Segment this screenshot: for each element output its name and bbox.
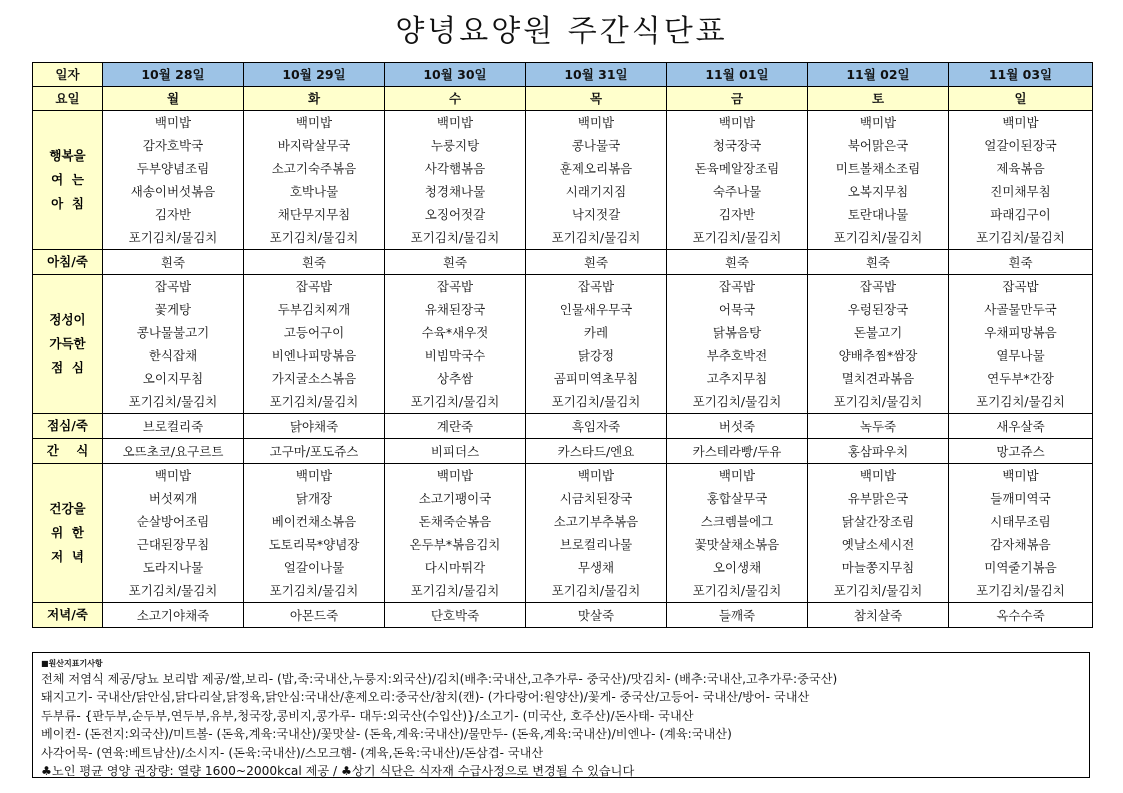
menu-item: 닭볶음탕 <box>667 321 808 344</box>
menu-item: 다시마튀각 <box>385 556 526 579</box>
menu-item: 어묵국 <box>667 298 808 321</box>
menu-item: 오징어젓갈 <box>385 203 526 226</box>
menu-item: 포기김치/물김치 <box>949 390 1093 414</box>
menu-item: 브로컬리죽 <box>103 414 244 439</box>
menu-item: 유부맑은국 <box>808 487 949 510</box>
date-cell: 10월 29일 <box>244 63 385 87</box>
menu-item: 비엔나피망볶음 <box>244 344 385 367</box>
menu-item: 계란죽 <box>385 414 526 439</box>
meal-label-text: 아침/죽 <box>47 254 88 269</box>
menu-item: 낙지젓갈 <box>526 203 667 226</box>
menu-item: 청경채나물 <box>385 180 526 203</box>
menu-item: 바지락살무국 <box>244 134 385 157</box>
day-cell: 금 <box>667 87 808 111</box>
menu-row <box>33 390 1093 414</box>
date-cell: 11월 03일 <box>949 63 1093 87</box>
menu-item: 열무나물 <box>949 344 1093 367</box>
menu-item: 포기김치/물김치 <box>385 226 526 250</box>
menu-item: 스크렘블에그 <box>667 510 808 533</box>
menu-item: 옥수수죽 <box>949 603 1093 628</box>
menu-item: 흰죽 <box>667 250 808 275</box>
menu-item: 부추호박전 <box>667 344 808 367</box>
menu-item: 얼갈이된장국 <box>949 134 1093 157</box>
menu-item: 채단무지무침 <box>244 203 385 226</box>
menu-item: 흰죽 <box>103 250 244 275</box>
menu-item: 들깨미역국 <box>949 487 1093 510</box>
menu-item: 시금치된장국 <box>526 487 667 510</box>
menu-item: 흑임자죽 <box>526 414 667 439</box>
menu-item: 백미밥 <box>244 464 385 488</box>
note-line: ♣노인 평균 영양 권장량: 열량 1600~2000kcal 제공 / ♣상기 식단은 식자재 수급사정으로 변경될 수 있습니다 <box>41 764 635 779</box>
menu-item: 순살방어조림 <box>103 510 244 533</box>
menu-item: 콩나물불고기 <box>103 321 244 344</box>
menu-item: 파래김구이 <box>949 203 1093 226</box>
date-cell: 11월 01일 <box>667 63 808 87</box>
menu-item: 포기김치/물김치 <box>526 390 667 414</box>
menu-item: 잡곡밥 <box>526 275 667 299</box>
menu-item: 아몬드죽 <box>244 603 385 628</box>
menu-item: 베이컨채소볶음 <box>244 510 385 533</box>
date-label: 일자 <box>33 63 103 87</box>
menu-item: 백미밥 <box>808 464 949 488</box>
menu-item: 백미밥 <box>103 464 244 488</box>
menu-item: 호박나물 <box>244 180 385 203</box>
menu-item: 곰피미역초무침 <box>526 367 667 390</box>
menu-item: 홍합살무국 <box>667 487 808 510</box>
date-cell: 10월 28일 <box>103 63 244 87</box>
menu-item: 포기김치/물김치 <box>949 226 1093 250</box>
menu-row <box>33 464 1093 488</box>
menu-item: 흰죽 <box>526 250 667 275</box>
menu-item: 감자호박국 <box>103 134 244 157</box>
menu-item: 망고쥬스 <box>949 439 1093 464</box>
menu-item: 고구마/포도쥬스 <box>244 439 385 464</box>
meal-label <box>33 414 103 439</box>
menu-row <box>33 510 1093 533</box>
menu-item: 진미채무침 <box>949 180 1093 203</box>
meal-label <box>33 603 103 628</box>
menu-item: 포기김치/물김치 <box>244 226 385 250</box>
menu-item: 근대된장무침 <box>103 533 244 556</box>
menu-item: 단호박죽 <box>385 603 526 628</box>
menu-item: 녹두죽 <box>808 414 949 439</box>
menu-item: 꽃맛살채소볶음 <box>667 533 808 556</box>
note-line: 베이컨- (돈전지:외국산)/미트볼- (돈육,계육:국내산)/꽃맛살- (돈육,계육:국내산)/물만두- (돈육,계육:국내산)/비엔나- (계육:국내산) <box>41 727 732 742</box>
menu-item: 포기김치/물김치 <box>667 390 808 414</box>
menu-row <box>33 111 1093 135</box>
notes-header: ■원산지표기사항 <box>41 659 103 668</box>
weekly-menu-table <box>32 62 1093 628</box>
menu-row <box>33 579 1093 603</box>
menu-item: 가지굴소스볶음 <box>244 367 385 390</box>
day-cell: 월 <box>103 87 244 111</box>
menu-item: 감자채볶음 <box>949 533 1093 556</box>
menu-item: 포기김치/물김치 <box>808 390 949 414</box>
menu-item: 닭강정 <box>526 344 667 367</box>
menu-item: 포기김치/물김치 <box>103 226 244 250</box>
day-cell: 토 <box>808 87 949 111</box>
menu-item: 숙주나물 <box>667 180 808 203</box>
menu-row <box>33 134 1093 157</box>
menu-item: 소고기부추볶음 <box>526 510 667 533</box>
menu-row <box>33 157 1093 180</box>
menu-row <box>33 180 1093 203</box>
meal-label-text: 건강을 위 한 저 녁 <box>49 501 86 564</box>
menu-item: 연두부*간장 <box>949 367 1093 390</box>
menu-item: 백미밥 <box>667 464 808 488</box>
day-cell: 일 <box>949 87 1093 111</box>
day-label: 요일 <box>33 87 103 111</box>
menu-item: 백미밥 <box>385 464 526 488</box>
menu-item: 흰죽 <box>244 250 385 275</box>
menu-item: 새송이버섯볶음 <box>103 180 244 203</box>
day-row <box>33 87 1093 111</box>
menu-item: 포기김치/물김치 <box>103 579 244 603</box>
menu-item: 제육볶음 <box>949 157 1093 180</box>
menu-item: 카스테라빵/두유 <box>667 439 808 464</box>
menu-item: 오이생채 <box>667 556 808 579</box>
menu-item: 오복지무침 <box>808 180 949 203</box>
date-cell: 10월 30일 <box>385 63 526 87</box>
menu-item: 고추지무침 <box>667 367 808 390</box>
menu-item: 얼갈이나물 <box>244 556 385 579</box>
menu-item: 양배추찜*쌈장 <box>808 344 949 367</box>
menu-item: 백미밥 <box>949 111 1093 135</box>
menu-item: 시래기지짐 <box>526 180 667 203</box>
menu-item: 청국장국 <box>667 134 808 157</box>
menu-row <box>33 556 1093 579</box>
menu-item: 백미밥 <box>526 111 667 135</box>
menu-item: 맛살죽 <box>526 603 667 628</box>
menu-row <box>33 533 1093 556</box>
meal-label-text: 간 식 <box>46 443 89 458</box>
menu-row-single <box>33 603 1093 628</box>
menu-item: 두부김치찌개 <box>244 298 385 321</box>
menu-item: 비빔막국수 <box>385 344 526 367</box>
menu-item: 상추쌈 <box>385 367 526 390</box>
menu-item: 무생채 <box>526 556 667 579</box>
menu-row <box>33 487 1093 510</box>
menu-item: 두부양념조림 <box>103 157 244 180</box>
menu-row-single <box>33 414 1093 439</box>
menu-item: 한식잡채 <box>103 344 244 367</box>
day-cell: 화 <box>244 87 385 111</box>
menu-item: 포기김치/물김치 <box>526 579 667 603</box>
menu-item: 소고기팽이국 <box>385 487 526 510</box>
menu-item: 새우살죽 <box>949 414 1093 439</box>
menu-item: 우채피망볶음 <box>949 321 1093 344</box>
menu-item: 포기김치/물김치 <box>949 579 1093 603</box>
menu-item: 마늘쫑지무침 <box>808 556 949 579</box>
menu-item: 닭살간장조림 <box>808 510 949 533</box>
day-cell: 수 <box>385 87 526 111</box>
menu-item: 백미밥 <box>385 111 526 135</box>
meal-label <box>33 111 103 250</box>
menu-item: 잡곡밥 <box>385 275 526 299</box>
menu-item: 백미밥 <box>808 111 949 135</box>
menu-item: 도라지나물 <box>103 556 244 579</box>
menu-row <box>33 203 1093 226</box>
menu-item: 온두부*볶음김치 <box>385 533 526 556</box>
meal-label-text: 저녁/죽 <box>47 607 88 622</box>
note-line: 전체 저염식 제공/당뇨 보리밥 제공/쌀,보리- (밥,죽:국내산,누룽지:외국산)/김치(배추:국내산,고추가루- 중국산)/맛김치- (배추:국내산,고추가루:중국산) <box>41 672 838 686</box>
menu-item: 홍삼파우치 <box>808 439 949 464</box>
menu-item: 포기김치/물김치 <box>244 579 385 603</box>
menu-item: 우렁된장국 <box>808 298 949 321</box>
menu-item: 북어맑은국 <box>808 134 949 157</box>
menu-body <box>33 111 1093 628</box>
meal-label-text: 행복을 여 는 아 침 <box>49 148 86 211</box>
page-title: 양녕요양원 주간식단표 <box>395 14 728 49</box>
menu-item: 카스타드/엔요 <box>526 439 667 464</box>
menu-item: 닭야채죽 <box>244 414 385 439</box>
meal-label-text: 점심/죽 <box>47 418 88 433</box>
date-row <box>33 63 1093 87</box>
menu-item: 버섯죽 <box>667 414 808 439</box>
meal-label <box>33 464 103 603</box>
menu-item: 잡곡밥 <box>949 275 1093 299</box>
date-cell: 10월 31일 <box>526 63 667 87</box>
menu-item: 돈불고기 <box>808 321 949 344</box>
meal-label-text: 정성이 가득한 점 심 <box>49 312 86 375</box>
menu-item: 훈제오리볶음 <box>526 157 667 180</box>
menu-item: 포기김치/물김치 <box>808 579 949 603</box>
menu-item: 백미밥 <box>526 464 667 488</box>
menu-row <box>33 226 1093 250</box>
note-line: 두부류- {판두부,순두부,연두부,유부,청국장,콩비지,콩가루- 대두:외국산(수입산)}/소고기- (미국산, 호주산)/돈사태- 국내산 <box>41 708 694 723</box>
menu-item: 비피더스 <box>385 439 526 464</box>
menu-item: 멸치견과볶음 <box>808 367 949 390</box>
menu-row <box>33 344 1093 367</box>
menu-item: 옛날소세시전 <box>808 533 949 556</box>
menu-row-single <box>33 250 1093 275</box>
menu-item: 포기김치/물김치 <box>667 226 808 250</box>
meal-label <box>33 275 103 414</box>
menu-item: 잡곡밥 <box>808 275 949 299</box>
menu-item: 오뜨초코/요구르트 <box>103 439 244 464</box>
menu-item: 꽃게탕 <box>103 298 244 321</box>
menu-row-single <box>33 439 1093 464</box>
menu-item: 잡곡밥 <box>244 275 385 299</box>
menu-item: 도토리묵*양념장 <box>244 533 385 556</box>
meal-label <box>33 439 103 464</box>
date-cell: 11월 02일 <box>808 63 949 87</box>
menu-row <box>33 321 1093 344</box>
menu-row <box>33 367 1093 390</box>
menu-item: 잡곡밥 <box>103 275 244 299</box>
menu-item: 유채된장국 <box>385 298 526 321</box>
menu-item: 미역줄기볶음 <box>949 556 1093 579</box>
note-line: 돼지고기- 국내산/닭안심,닭다리살,닭정육,닭안심:국내산/훈제오리:중국산/참치(캔)- (가다랑어:원양산)/꽃게- 중국산/고등어- 국내산/방어- 국내산 <box>41 690 810 705</box>
menu-item: 사각햄볶음 <box>385 157 526 180</box>
menu-item: 흰죽 <box>808 250 949 275</box>
menu-item: 포기김치/물김치 <box>526 226 667 250</box>
menu-item: 버섯찌개 <box>103 487 244 510</box>
menu-item: 소고기야채죽 <box>103 603 244 628</box>
menu-item: 흰죽 <box>949 250 1093 275</box>
menu-item: 포기김치/물김치 <box>103 390 244 414</box>
menu-item: 브로컬리나물 <box>526 533 667 556</box>
menu-item: 참치살죽 <box>808 603 949 628</box>
menu-item: 닭개장 <box>244 487 385 510</box>
menu-item: 백미밥 <box>667 111 808 135</box>
menu-item: 포기김치/물김치 <box>808 226 949 250</box>
menu-item: 소고기숙주볶음 <box>244 157 385 180</box>
menu-item: 고등어구이 <box>244 321 385 344</box>
menu-item: 시태무조림 <box>949 510 1093 533</box>
meal-label <box>33 250 103 275</box>
menu-row <box>33 298 1093 321</box>
menu-item: 포기김치/물김치 <box>385 390 526 414</box>
menu-item: 백미밥 <box>949 464 1093 488</box>
menu-item: 카레 <box>526 321 667 344</box>
menu-item: 흰죽 <box>385 250 526 275</box>
menu-item: 누룽지탕 <box>385 134 526 157</box>
menu-item: 돈채죽순볶음 <box>385 510 526 533</box>
menu-item: 백미밥 <box>103 111 244 135</box>
menu-item: 인물새우무국 <box>526 298 667 321</box>
menu-item: 잡곡밥 <box>667 275 808 299</box>
menu-item: 포기김치/물김치 <box>385 579 526 603</box>
menu-item: 김자반 <box>667 203 808 226</box>
note-line: 사각어묵- (연육:베트남산)/소시지- (돈육:국내산)/스모크햄- (계육,돈육:국내산)/돈삼겹- 국내산 <box>41 745 544 760</box>
menu-item: 콩나물국 <box>526 134 667 157</box>
menu-item: 오이지무침 <box>103 367 244 390</box>
menu-item: 포기김치/물김치 <box>667 579 808 603</box>
menu-item: 돈육메알장조림 <box>667 157 808 180</box>
menu-item: 수육*새우젓 <box>385 321 526 344</box>
menu-item: 들깨죽 <box>667 603 808 628</box>
menu-item: 김자반 <box>103 203 244 226</box>
menu-item: 사골물만두국 <box>949 298 1093 321</box>
menu-row <box>33 275 1093 299</box>
menu-item: 토란대나물 <box>808 203 949 226</box>
origin-notes-box <box>32 652 1090 778</box>
day-cell: 목 <box>526 87 667 111</box>
menu-item: 백미밥 <box>244 111 385 135</box>
menu-item: 포기김치/물김치 <box>244 390 385 414</box>
menu-item: 미트볼채소조림 <box>808 157 949 180</box>
